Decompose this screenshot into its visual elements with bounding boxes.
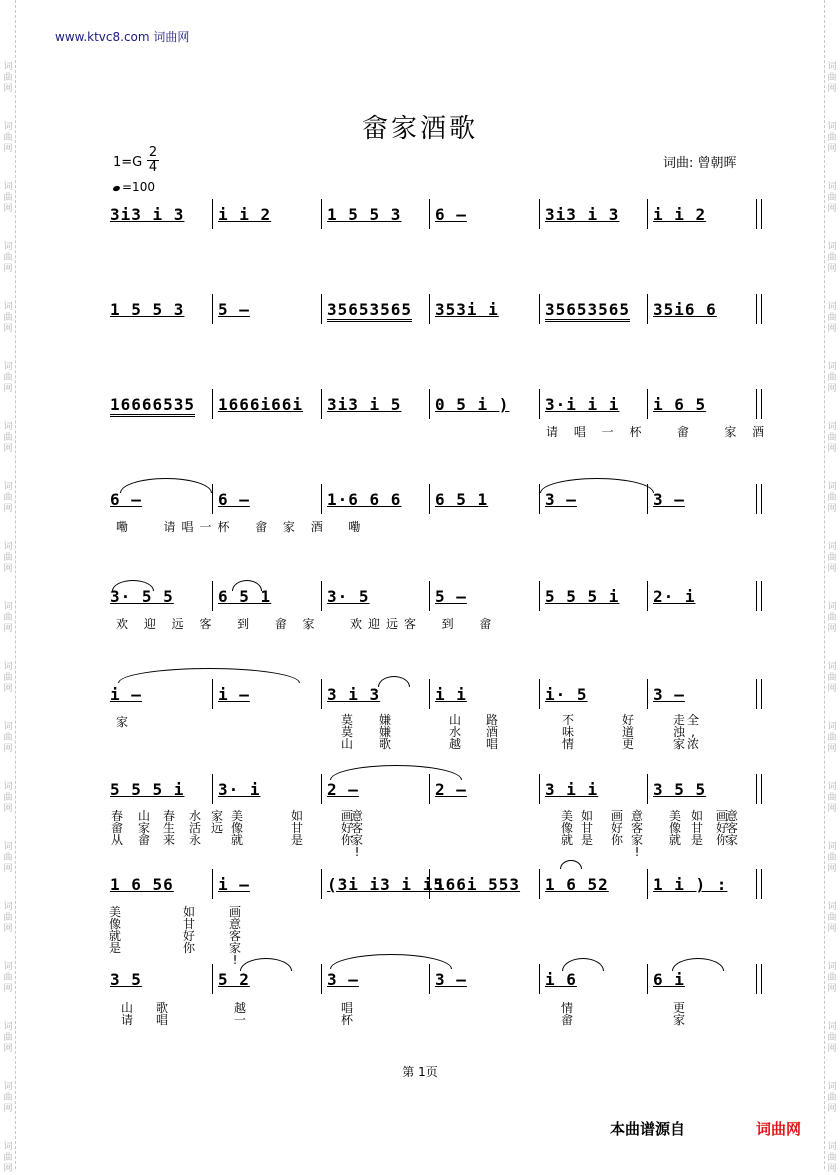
measure-notes: 1 6 56 <box>110 875 174 894</box>
verse-lyric-column: 走 浊 家 <box>672 713 685 751</box>
measure-notes: 1·6 6 6 <box>327 490 402 509</box>
watermark-text: 词 曲 网 <box>827 62 837 94</box>
lyrics-line: 请 唱 一 杯 畲 家 酒 <box>546 425 771 439</box>
measure-notes: 2· i <box>653 587 696 606</box>
watermark-text: 词 曲 网 <box>3 362 13 394</box>
verse-lyric-column: 全 , 浓 <box>686 713 699 751</box>
watermark-text: 词 曲 网 <box>3 602 13 634</box>
tempo-marking <box>113 180 155 194</box>
barline <box>212 484 213 514</box>
measure-notes: 5 5 5 i <box>110 780 185 799</box>
barline <box>212 389 213 419</box>
measure-notes: i – <box>218 875 250 894</box>
slur-mark <box>560 860 582 869</box>
key-signature: 1=G <box>113 155 143 170</box>
verse-lyric-column: 画 意 客 家 ! <box>228 905 241 967</box>
barline <box>756 964 757 994</box>
watermark-text: 词 曲 网 <box>827 122 837 154</box>
verse-lyric-column: 山 请 <box>120 1001 133 1027</box>
verse-lyric-column: 更 家 <box>672 1001 685 1027</box>
measure-notes: 5 – <box>218 300 250 319</box>
watermark-text: 词 曲 网 <box>827 362 837 394</box>
barline <box>647 964 648 994</box>
measure-notes: 3 5 5 <box>653 780 707 799</box>
barline <box>212 679 213 709</box>
barline <box>539 389 540 419</box>
measure-notes: 3· i <box>218 780 261 799</box>
barline <box>756 774 757 804</box>
time-signature-bottom: 4 <box>148 160 158 175</box>
watermark-text: 词 曲 网 <box>827 1142 837 1174</box>
verse-lyric-column: 如 甘 是 <box>290 809 303 847</box>
measure-notes: 6 5 1 <box>435 490 489 509</box>
measure-notes: 6 5 1 <box>218 587 272 606</box>
verse-lyric-column: 唱 杯 <box>340 1001 353 1027</box>
source-site-link[interactable]: 词曲网 <box>756 1120 802 1138</box>
barline <box>647 199 648 229</box>
barline <box>761 679 762 709</box>
barline <box>212 964 213 994</box>
verse-lyric-column: 美 像 就 <box>668 809 681 847</box>
slur-mark <box>540 478 654 493</box>
slur-mark <box>118 668 300 683</box>
barline <box>539 581 540 611</box>
verse-lyric-column: 画 好 你 <box>340 809 353 847</box>
measure-notes: i· 5 <box>545 685 588 704</box>
time-signature <box>147 146 159 175</box>
watermark-text: 词 曲 网 <box>827 542 837 574</box>
measure-notes: 35i6 6 <box>653 300 717 319</box>
watermark-text: 词 曲 网 <box>827 782 837 814</box>
barline <box>539 964 540 994</box>
verse-lyric-column: 春 生 来 <box>162 809 175 847</box>
slur-mark <box>672 958 724 971</box>
watermark-text: 词 曲 网 <box>3 482 13 514</box>
measure-notes: 6 – <box>218 490 250 509</box>
watermark-text: 词 曲 网 <box>827 302 837 334</box>
barline <box>647 294 648 324</box>
barline <box>647 581 648 611</box>
barline <box>761 964 762 994</box>
barline <box>756 679 757 709</box>
barline <box>539 484 540 514</box>
verse-lyric-column: 路 酒 唱 <box>485 713 498 751</box>
watermark-text: 词 曲 网 <box>3 662 13 694</box>
watermark-text: 词 曲 网 <box>3 722 13 754</box>
credits: 词曲: 曾朝晖 <box>663 156 737 171</box>
verse-lyric-column: 歌 唱 <box>155 1001 168 1027</box>
measure-notes: 3 – <box>435 970 467 989</box>
barline <box>321 389 322 419</box>
watermark-text: 词 曲 网 <box>3 422 13 454</box>
barline <box>212 869 213 899</box>
watermark-text: 词 曲 网 <box>3 782 13 814</box>
measure-notes: (3i i3 i i5 <box>327 875 444 894</box>
barline <box>212 774 213 804</box>
measure-notes: 3 – <box>545 490 577 509</box>
verse-lyric-column: 山 家 畲 <box>137 809 150 847</box>
barline <box>647 774 648 804</box>
measure-notes: 1666i66i <box>218 395 304 414</box>
measure-notes: 2 – <box>327 780 359 799</box>
barline <box>321 199 322 229</box>
measure-notes: 35653565 <box>545 300 630 322</box>
barline <box>756 389 757 419</box>
measure-notes: 3 – <box>653 490 685 509</box>
watermark-text: 词 曲 网 <box>3 1082 13 1114</box>
verse-lyric-column: 越 一 <box>233 1001 246 1027</box>
barline <box>212 581 213 611</box>
barline <box>761 869 762 899</box>
measure-notes: i i 2 <box>218 205 272 224</box>
watermark-text: 词 曲 网 <box>827 1082 837 1114</box>
watermark-text: 词 曲 网 <box>827 902 837 934</box>
barline <box>761 199 762 229</box>
watermark-text: 词 曲 网 <box>827 962 837 994</box>
barline <box>761 389 762 419</box>
barline <box>212 199 213 229</box>
verse-lyric-column: 意 客 家 ! <box>630 809 643 859</box>
verse-lyric-column: 画 好 你 <box>715 809 728 847</box>
barline <box>539 294 540 324</box>
verse-lyric-column: 嫌 嫌 歌 <box>378 713 391 751</box>
barline <box>321 964 322 994</box>
verse-lyric-column: 意 客 家 <box>725 809 738 847</box>
measure-notes: 6 – <box>110 490 142 509</box>
slur-mark <box>330 954 452 969</box>
watermark-text: 词 曲 网 <box>3 62 13 94</box>
barline <box>761 294 762 324</box>
measure-notes: 0 5 i ) <box>435 395 510 414</box>
barline <box>429 389 430 419</box>
barline <box>647 869 648 899</box>
lyrics-line: 嘞 请唱一杯 畲 家 酒 嘞 <box>116 520 367 534</box>
measure-notes: i 6 5 <box>653 395 707 414</box>
measure-notes: 166i 553 <box>435 875 521 894</box>
barline <box>321 869 322 899</box>
slur-mark <box>378 676 410 687</box>
watermark-text: 词 曲 网 <box>827 182 837 214</box>
measure-notes: 3 – <box>653 685 685 704</box>
measure-notes: 3 i i <box>545 780 599 799</box>
barline <box>429 581 430 611</box>
page-number: 第 1页 <box>402 1065 438 1079</box>
measure-notes: i i <box>435 685 467 704</box>
barline <box>761 774 762 804</box>
barline <box>321 679 322 709</box>
measure-notes: i i 2 <box>653 205 707 224</box>
tempo-value: =100 <box>122 180 155 194</box>
barline <box>647 679 648 709</box>
barline <box>429 484 430 514</box>
watermark-text: 词 曲 网 <box>3 182 13 214</box>
verse-lyric-column: 如 甘 好 你 <box>182 905 195 955</box>
measure-notes: 3i3 i 3 <box>545 205 620 224</box>
barline <box>647 389 648 419</box>
measure-notes: 1 5 5 3 <box>327 205 402 224</box>
measure-notes: 16666535 <box>110 395 195 417</box>
measure-notes: i 6 <box>545 970 577 989</box>
song-title: 畲家酒歌 <box>361 114 478 144</box>
measure-notes: 3i3 i 3 <box>110 205 185 224</box>
measure-notes: 1 i ) : <box>653 875 728 894</box>
measure-notes: 5 5 5 i <box>545 587 620 606</box>
measure-notes: 3· 5 <box>327 587 370 606</box>
watermark-text: 词 曲 网 <box>827 1022 837 1054</box>
measure-notes: i – <box>218 685 250 704</box>
barline <box>539 774 540 804</box>
barline <box>429 679 430 709</box>
watermark-text: 词 曲 网 <box>827 722 837 754</box>
barline <box>321 294 322 324</box>
verse-lyric-column: 莫 莫 山 <box>340 713 353 751</box>
measure-notes: 3· 5 5 <box>110 587 174 606</box>
slur-mark <box>330 765 462 780</box>
barline <box>321 774 322 804</box>
measure-notes: 3 i 3 <box>327 685 381 704</box>
watermark-text: 词 曲 网 <box>827 482 837 514</box>
site-url[interactable]: www.ktvc8.com 词曲网 <box>55 30 190 44</box>
verse-lyric-column: 意 客 家 ! <box>350 809 363 859</box>
barline <box>756 484 757 514</box>
measure-notes: 6 – <box>435 205 467 224</box>
watermark-text: 词 曲 网 <box>3 1142 13 1174</box>
measure-notes: 35653565 <box>327 300 412 322</box>
verse-lyric-column: 山 水 越 <box>448 713 461 751</box>
barline <box>321 581 322 611</box>
watermark-text: 词 曲 网 <box>3 302 13 334</box>
measure-notes: 3 – <box>327 970 359 989</box>
measure-notes: 2 – <box>435 780 467 799</box>
measure-notes: i – <box>110 685 142 704</box>
barline <box>756 869 757 899</box>
time-signature-top: 2 <box>148 145 158 160</box>
lyrics-line: 欢 迎 远 客 到 畲 家 欢迎远客 到 畲 <box>116 617 498 631</box>
slur-mark <box>112 580 154 591</box>
verse-lyric-column: 家 远 <box>210 809 223 835</box>
measure-notes: 1 5 5 3 <box>110 300 185 319</box>
measure-notes: 3i3 i 5 <box>327 395 402 414</box>
watermark-text: 词 曲 网 <box>3 242 13 274</box>
verse-lyric-column: 如 甘 是 <box>690 809 703 847</box>
watermark-text: 词 曲 网 <box>3 842 13 874</box>
watermark-text: 词 曲 网 <box>827 242 837 274</box>
measure-notes: 6 i <box>653 970 685 989</box>
barline <box>321 484 322 514</box>
watermark-text: 词 曲 网 <box>3 122 13 154</box>
verse-lyric-column: 画 好 你 <box>610 809 623 847</box>
measure-notes: 5 2 <box>218 970 250 989</box>
barline <box>761 581 762 611</box>
measure-notes: 353i i <box>435 300 499 319</box>
barline <box>539 869 540 899</box>
slur-mark <box>120 478 212 493</box>
watermark-text: 词 曲 网 <box>3 542 13 574</box>
quarter-note-icon <box>112 185 120 192</box>
slur-mark <box>232 580 262 591</box>
verse-lyric-column: 好 道 更 <box>621 713 634 751</box>
barline <box>212 294 213 324</box>
lyrics-line: 家 <box>116 715 135 729</box>
barline <box>539 679 540 709</box>
barline <box>539 199 540 229</box>
measure-notes: 3·i i i <box>545 395 620 414</box>
source-label: 本曲谱源自 <box>610 1120 686 1138</box>
barline <box>429 294 430 324</box>
watermark-text: 词 曲 网 <box>827 842 837 874</box>
verse-lyric-column: 美 像 就 <box>230 809 243 847</box>
verse-lyric-column: 水 活 永 <box>188 809 201 847</box>
verse-lyric-column: 美 像 就 是 <box>108 905 121 955</box>
barline <box>761 484 762 514</box>
barline <box>429 199 430 229</box>
watermark-text: 词 曲 网 <box>827 662 837 694</box>
barline <box>756 294 757 324</box>
slur-mark <box>240 958 292 971</box>
verse-lyric-column: 情 畲 <box>560 1001 573 1027</box>
measure-notes: 3 5 <box>110 970 142 989</box>
watermark-text: 词 曲 网 <box>827 602 837 634</box>
barline <box>756 199 757 229</box>
measure-notes: 5 – <box>435 587 467 606</box>
slur-mark <box>562 958 604 971</box>
verse-lyric-column: 美 像 就 <box>560 809 573 847</box>
watermark-text: 词 曲 网 <box>3 1022 13 1054</box>
barline <box>756 581 757 611</box>
verse-lyric-column: 春 畲 从 <box>110 809 123 847</box>
measure-notes: 1 6 52 <box>545 875 609 894</box>
verse-lyric-column: 如 甘 是 <box>580 809 593 847</box>
watermark-text: 词 曲 网 <box>3 962 13 994</box>
verse-lyric-column: 不 味 情 <box>561 713 574 751</box>
watermark-text: 词 曲 网 <box>827 422 837 454</box>
watermark-text: 词 曲 网 <box>3 902 13 934</box>
